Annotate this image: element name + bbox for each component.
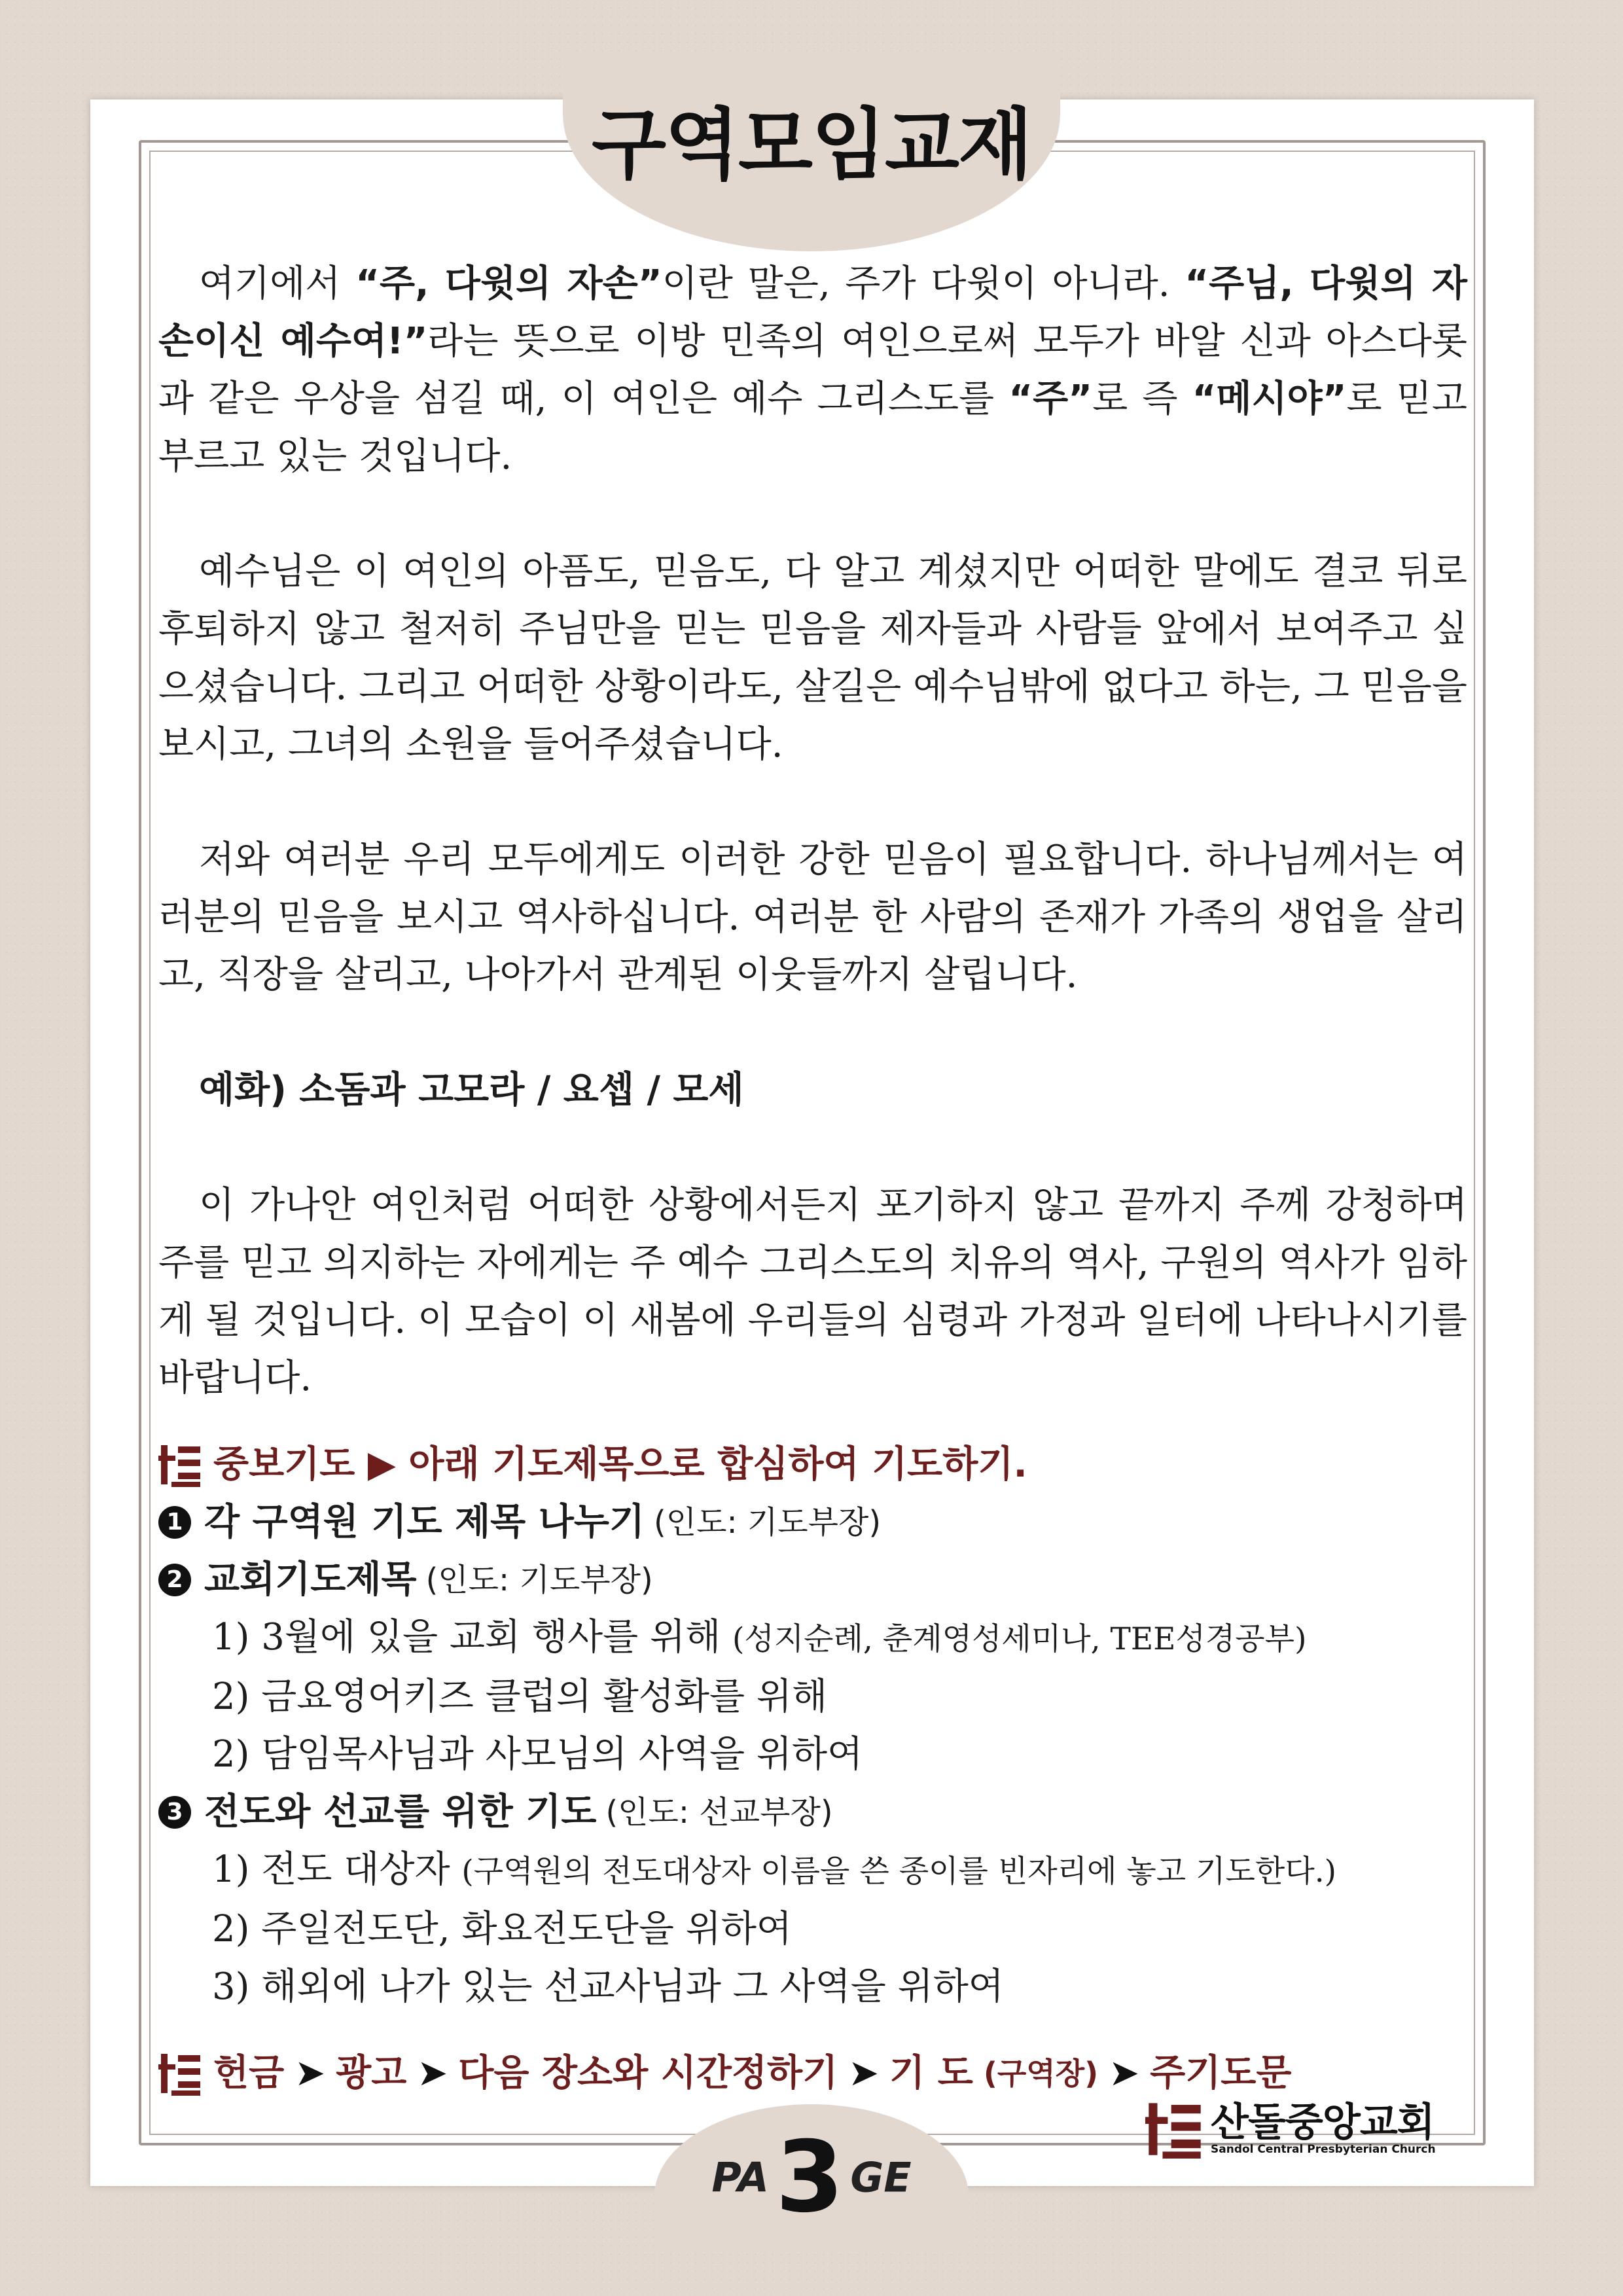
order-lords-prayer: 주기도문: [1150, 2052, 1292, 2094]
arrow-icon: ➤: [294, 2052, 326, 2094]
p1-text: 로 믿고 부르고 있는 것입니다.: [158, 378, 1467, 478]
prayer-item-note: (인도: 기도부장): [425, 1562, 653, 1598]
number-badge: 1: [158, 1506, 191, 1539]
sub-note: (성지순례, 춘계영성세미나, TEE성경공부): [732, 1621, 1307, 1657]
page-number: [0, 2121, 1623, 2234]
p1-text: 라는 뜻으로 이방 민족의 여인으로써 모두가 바알 신과 아스다롯과 같은 우상을 섬길 때, 이 여인은 예수 그리스도를: [158, 320, 1468, 420]
prayer-item-title: 각 구역원 기도 제목 나누기: [204, 1501, 645, 1543]
sub-label: 2) 주일전도단, 화요전도단을 위하여: [212, 1908, 793, 1950]
mission-sub-1: [158, 1841, 1467, 1901]
p1-quote-2: “주님, 다윗의 자손이신 예수여!”: [158, 262, 1468, 363]
church-name: 산돌중앙교회: [1211, 2100, 1435, 2145]
church-sub-3: [158, 1726, 1467, 1784]
prayer-item-note: (인도: 기도부장): [654, 1504, 882, 1541]
order-prayer: 기 도: [889, 2052, 973, 2094]
content: [158, 255, 1467, 2102]
sub-label: 2) 금요영어키즈 클럽의 활성화를 위해: [212, 1676, 828, 1718]
page-label-ge: GE: [850, 2153, 912, 2202]
sub-label: 1) 3월에 있을 교회 행사를 위해: [212, 1616, 721, 1659]
arrow-icon: ➤: [1109, 2052, 1140, 2094]
order-line: [158, 2045, 1467, 2102]
p1-text: 여기에서: [199, 262, 356, 305]
page-title: 구역모임교재: [592, 99, 1031, 190]
number-badge: 2: [158, 1564, 191, 1596]
p1-quote-1: “주, 다윗의 자손”: [355, 262, 662, 305]
p1-text: 로 즉: [1092, 378, 1192, 420]
p1-quote-3: “주”: [1008, 378, 1093, 420]
prayer-item-title: 전도와 선교를 위한 기도: [204, 1791, 597, 1833]
prayer-heading: [158, 1436, 1467, 1494]
arrow-icon: ➤: [417, 2052, 448, 2094]
example-line: 예화) 소돔과 고모라 / 요셉 / 모세: [199, 1069, 744, 1111]
church-name-english: Sandol Central Presbyterian Church: [1211, 2143, 1436, 2156]
prayer-item-note: (인도: 선교부장): [605, 1794, 833, 1831]
church-logo-icon: [158, 2050, 203, 2097]
sub-note: (구역원의 전도대상자 이름을 쓴 종이를 빈자리에 놓고 기도한다.): [461, 1854, 1337, 1890]
prayer-heading-text: 중보기도 ▶ 아래 기도제목으로 합심하여 기도하기.: [213, 1443, 1027, 1486]
arrow-icon: ➤: [848, 2052, 880, 2094]
order-prayer-note: (구역장): [983, 2056, 1099, 2091]
church-logo-icon: [158, 1441, 203, 1488]
paragraph-1: [158, 255, 1467, 486]
page-label-pa: PA: [711, 2153, 770, 2202]
prayer-item-3: [158, 1784, 1467, 1841]
mission-sub-3: [158, 1958, 1467, 2016]
p1-quote-4: “메시야”: [1192, 378, 1347, 420]
prayer-item-2: [158, 1551, 1467, 1609]
title-tab: [563, 55, 1060, 251]
sub-label: 1) 전도 대상자: [212, 1848, 450, 1891]
p1-text: 이란 말은, 주가 다윗이 아니라.: [662, 262, 1185, 305]
page-number-value: 3: [776, 2121, 844, 2234]
church-sub-1: [158, 1609, 1467, 1668]
paragraph-2: 예수님은 이 여인의 아픔도, 믿음도, 다 알고 계셨지만 어떠한 말에도 결코 뒤로 후퇴하지 않고 철저히 주님만을 믿는 믿음을 제자들과 사람들 앞에서 보여주고 싶으셨습니다. 그리고 어떠한 상황이라도, 살길은 예수님밖에 없다고 하는, 그 믿음을 보시고, 그녀의 소원을 들어주셨습니다.: [158, 550, 1467, 766]
sub-label: 3) 해외에 나가 있는 선교사님과 그 사역을 위하여: [212, 1965, 1004, 2008]
paragraph-4: 이 가나안 여인처럼 어떠한 상황에서든지 포기하지 않고 끝까지 주께 강청하며 주를 믿고 의지하는 자에게는 주 예수 그리스도의 치유의 역사, 구원의 역사가 임하게 될 것입니다. 이 모습이 이 새봄에 우리들의 심령과 가정과 일터에 나타나시기를 바랍니다.: [158, 1184, 1467, 1399]
order-offering: 헌금: [213, 2052, 285, 2094]
sub-label: 2) 담임목사님과 사모님의 사역을 위하여: [212, 1733, 863, 1776]
order-next-meeting: 다음 장소와 시간정하기: [458, 2052, 838, 2094]
paragraph-3: 저와 여러분 우리 모두에게도 이러한 강한 믿음이 필요합니다. 하나님께서는 여러분의 믿음을 보시고 역사하십니다. 여러분 한 사람의 존재가 가족의 생업을 살리고, 직장을 살리고, 나아가서 관계된 이웃들까지 살립니다.: [158, 838, 1467, 996]
church-sub-2: [158, 1668, 1467, 1726]
order-announcement: 광고: [336, 2052, 407, 2094]
number-badge: 3: [158, 1796, 191, 1829]
mission-sub-2: [158, 1901, 1467, 1958]
prayer-item-title: 교회기도제목: [204, 1558, 417, 1601]
prayer-item-1: [158, 1494, 1467, 1551]
